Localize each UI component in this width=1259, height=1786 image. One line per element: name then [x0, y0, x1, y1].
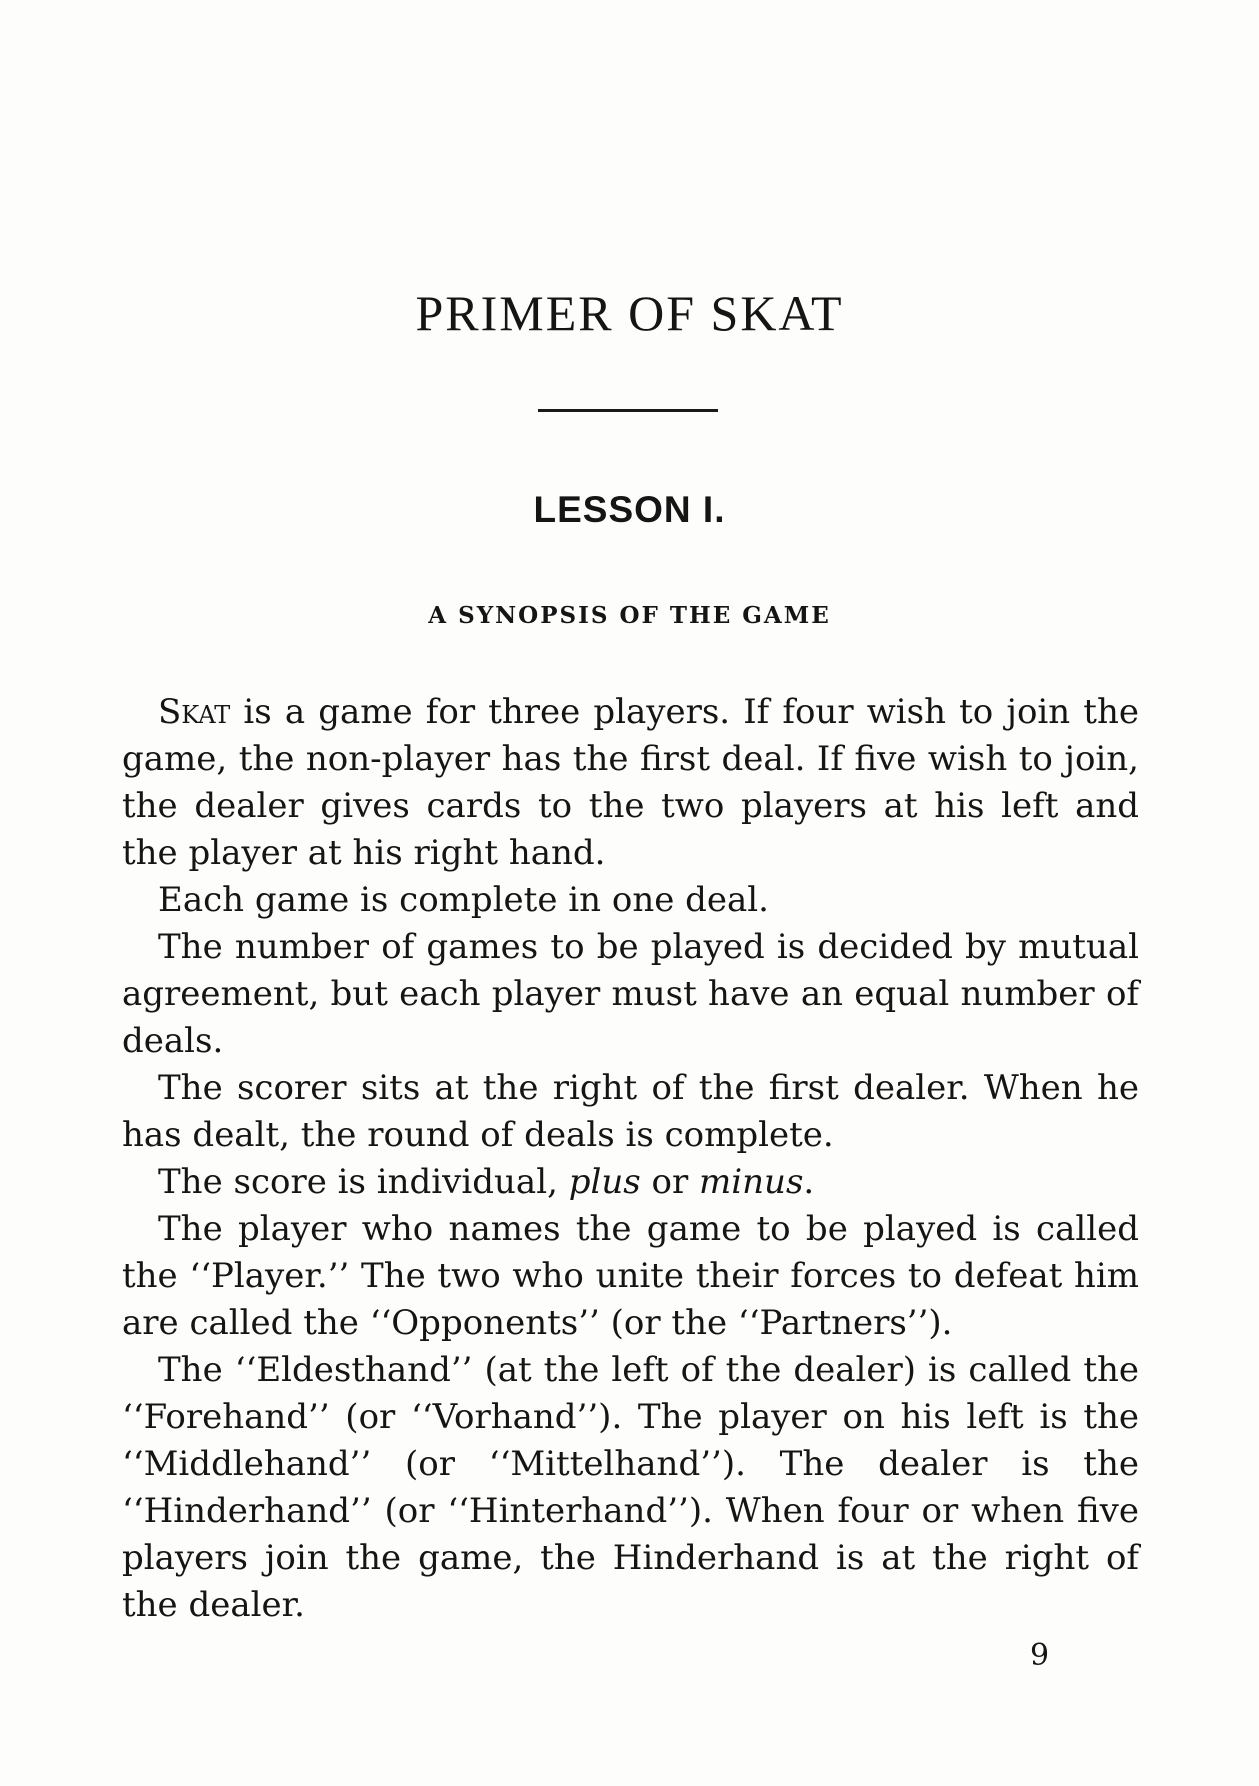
lesson-heading: LESSON I.	[533, 489, 726, 530]
paragraph-1	[122, 689, 1139, 877]
paragraph-5	[122, 1159, 1139, 1206]
page-number: 9	[1030, 1638, 1050, 1673]
lead-word: Skat	[158, 692, 231, 732]
body-text	[122, 689, 1139, 1629]
paragraph-3: The number of games to be played is decided by mutual agreement, but each player must have an equal number of deals.	[122, 927, 1139, 1061]
paragraph-4: The scorer sits at the right of the first dealer. When he has dealt, the round of deals is complete.	[122, 1068, 1139, 1155]
lesson-subtitle: A SYNOPSIS OF THE GAME	[428, 602, 831, 629]
book-title: PRIMER OF SKAT	[415, 285, 844, 341]
paragraph-text: The score is individual,	[158, 1162, 569, 1202]
italic-term: plus	[568, 1162, 641, 1202]
paragraph-text: or	[640, 1162, 700, 1202]
paragraph-text: .	[803, 1162, 815, 1202]
paragraph-2: Each game is complete in one deal.	[158, 880, 769, 920]
paragraph-6: The player who names the game to be played is called the ‘‘Player.’’ The two who unite their forces to defeat him are called the ‘‘Opponents’’ (or the ‘‘Partners’’).	[122, 1209, 1139, 1343]
paragraph-7: The ‘‘Eldesthand’’ (at the left of the dealer) is called the ‘‘Forehand’’ (or ‘‘Vorhand’’). The player on his left is the ‘‘Middlehand’’ (or ‘‘Mittelhand’’). The dealer is the ‘‘Hinderhand’’ (or ‘‘Hinterhand’’). When four or when five players join the game, the Hinderhand is at the right of the dealer.	[122, 1350, 1139, 1625]
paragraph-text: is a game for three players. If four wish to join the game, the non-player has the first deal. If five wish to join, the dealer gives cards to the two players at his left and the player at his right hand.	[122, 692, 1139, 873]
title-divider	[538, 409, 718, 412]
italic-term: minus	[699, 1162, 804, 1202]
